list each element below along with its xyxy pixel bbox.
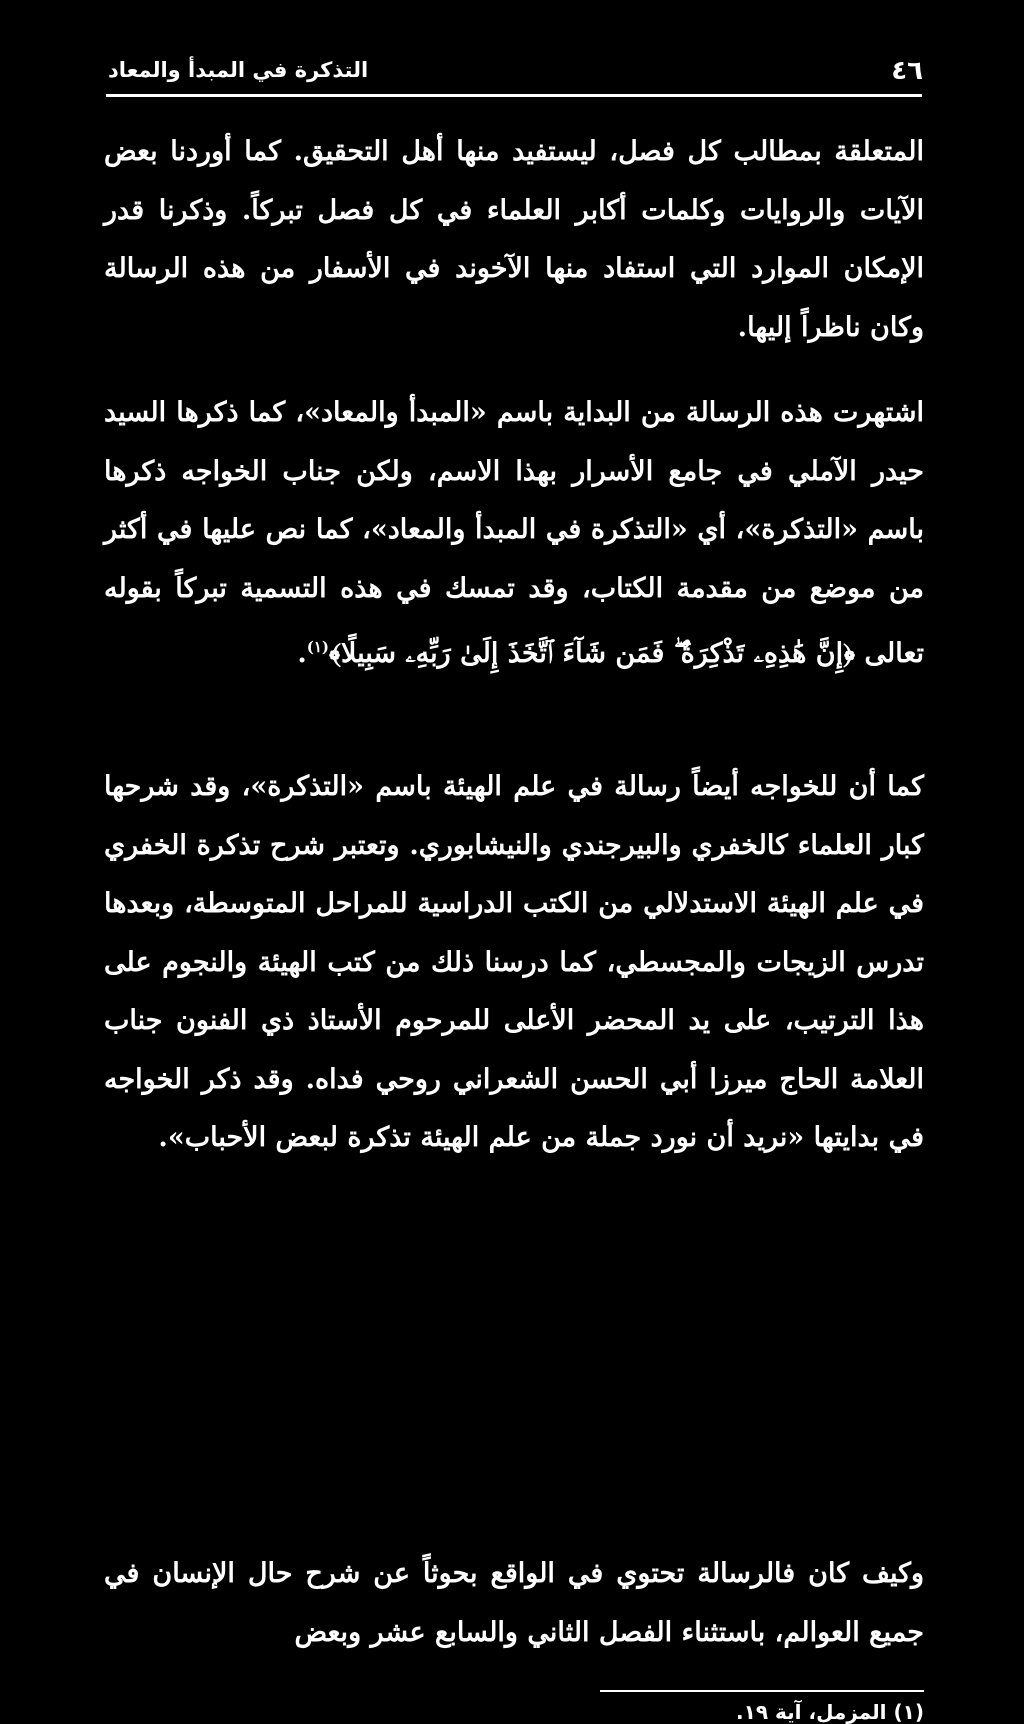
page-number: ٤٦ — [891, 56, 923, 86]
footnote: (١) المزمل، آية ١٩. — [736, 1700, 924, 1724]
page-header — [108, 50, 923, 90]
paragraph-2-end: . — [297, 638, 307, 669]
running-title: التذكرة في المبدأ والمعاد — [108, 58, 369, 82]
footnote-rule — [600, 1690, 924, 1692]
paragraph-1: المتعلقة بمطالب كل فصل، ليستفيد منها أهل التحقيق. كما أوردنا بعض الآيات والروايات وكلمات أكابر العلماء في كل فصل تبركاً. وذكرنا قدر الإمكان الموارد التي استفاد منها الآخوند في الأسفار من هذه الرسالة وكان ناظراً إليها. — [104, 136, 924, 343]
quran-verse: ﴿إِنَّ هَٰذِهِۦ تَذْكِرَةٌ ۖ فَمَن شَآءَ ٱتَّخَذَ إِلَىٰ رَبِّهِۦ سَبِيلًا﴾ — [329, 638, 856, 669]
header-rule — [106, 94, 922, 97]
paragraph-4: وكيف كان فالرسالة تحتوي في الواقع بحوثاً عن شرح حال الإنسان في جميع العوالم، باستثناء الفصل الثاني والسابع عشر وبعض — [104, 1558, 925, 1648]
paragraph-2-text: اشتهرت هذه الرسالة من البداية باسم «المبدأ والمعاد»، كما ذكرها السيد حيدر الآملي في جامع الأسرار بهذا الاسم، ولكن جناب الخواجه ذكرها باسم «التذكرة»، أي «التذكرة في المبدأ والمعاد»، كما نص عليها في أكثر من موضع من مقدمة الكتاب، وقد تمسك في هذه التسمية تبركاً بقوله تعالى — [104, 397, 924, 669]
footnote-marker: (١) — [306, 638, 330, 656]
paragraph-2 — [104, 384, 924, 684]
paragraph-3: كما أن للخواجه أيضاً رسالة في علم الهيئة باسم «التذكرة»، وقد شرحها كبار العلماء كالخفري والبيرجندي والنيشابوري. وتعتبر شرح تذكرة الخفري في علم الهيئة الاستدلالي من الكتب الدراسية للمراحل المتوسطة، وبعدها تدرس الزيجات والمجسطي، كما درسنا ذلك من كتب الهيئة والنجوم على هذا الترتيب، على يد المحضر الأعلى للمرحوم الأستاذ ذي الفنون جناب العلامة الحاج ميرزا أبي الحسن الشعراني روحي فداه. وقد ذكر الخواجه في بدايتها «نريد أن نورد جملة من علم الهيئة تذكرة لبعض الأحباب». — [104, 771, 924, 1153]
